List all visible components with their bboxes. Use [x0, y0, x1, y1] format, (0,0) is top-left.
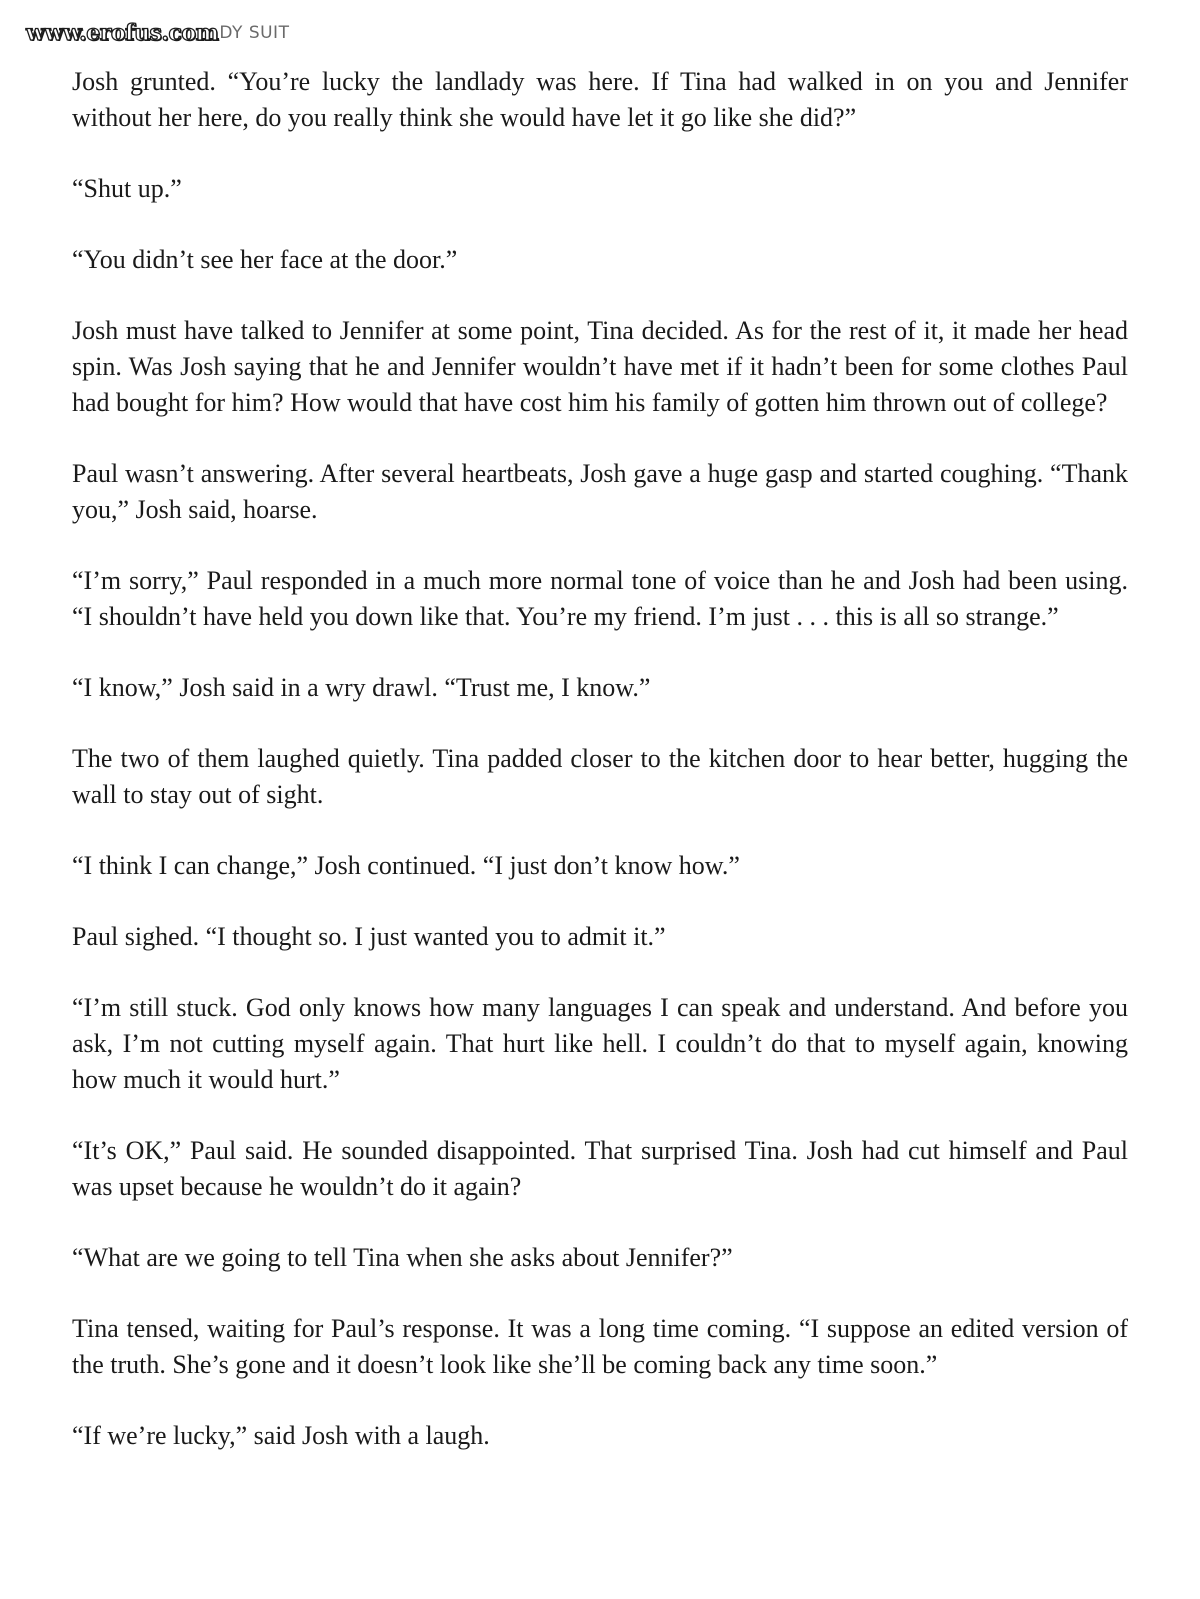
paragraph: “I’m sorry,” Paul responded in a much more normal tone of voice than he and Josh had been using. “I shouldn’t have held you down like that. You’re my friend. I’m just . . . this is all so strange.”: [72, 566, 1128, 631]
paragraph: “I know,” Josh said in a wry drawl. “Trust me, I know.”: [72, 673, 651, 702]
paragraph: “I think I can change,” Josh continued. “I just don’t know how.”: [72, 851, 740, 880]
paragraph: “Shut up.”: [72, 174, 182, 203]
paragraph: “What are we going to tell Tina when she asks about Jennifer?”: [72, 1243, 733, 1272]
running-title: DY SUIT: [219, 23, 290, 43]
page-header: [26, 20, 289, 46]
paragraph: Paul wasn’t answering. After several heartbeats, Josh gave a huge gasp and started coughing. “Thank you,” Josh said, hoarse.: [72, 459, 1128, 524]
paragraph: Josh must have talked to Jennifer at some point, Tina decided. As for the rest of it, it made her head spin. Was Josh saying that he and Jennifer wouldn’t have met if it hadn’t been for some clothes Paul had bought for him? How would that have cost him his family of gotten him thrown out of college?: [72, 316, 1128, 417]
paragraph: Tina tensed, waiting for Paul’s response. It was a long time coming. “I suppose an edited version of the truth. She’s gone and it doesn’t look like she’ll be coming back any time soon.”: [72, 1314, 1128, 1379]
watermark-text: www.erofus.com: [26, 20, 219, 46]
paragraph: Paul sighed. “I thought so. I just wanted you to admit it.”: [72, 922, 666, 951]
paragraph: The two of them laughed quietly. Tina padded closer to the kitchen door to hear better, hugging the wall to stay out of sight.: [72, 744, 1128, 809]
paragraph: “You didn’t see her face at the door.”: [72, 245, 458, 274]
body-text: [72, 64, 1128, 1489]
paragraph: Josh grunted. “You’re lucky the landlady was here. If Tina had walked in on you and Jennifer without her here, do you really think she would have let it go like she did?”: [72, 67, 1128, 132]
paragraph: “It’s OK,” Paul said. He sounded disappointed. That surprised Tina. Josh had cut himself and Paul was upset because he wouldn’t do it again?: [72, 1136, 1128, 1201]
paragraph: “I’m still stuck. God only knows how many languages I can speak and understand. And before you ask, I’m not cutting myself again. That hurt like hell. I couldn’t do that to myself again, knowing how much it would hurt.”: [72, 993, 1128, 1094]
paragraph: “If we’re lucky,” said Josh with a laugh.: [72, 1421, 490, 1450]
